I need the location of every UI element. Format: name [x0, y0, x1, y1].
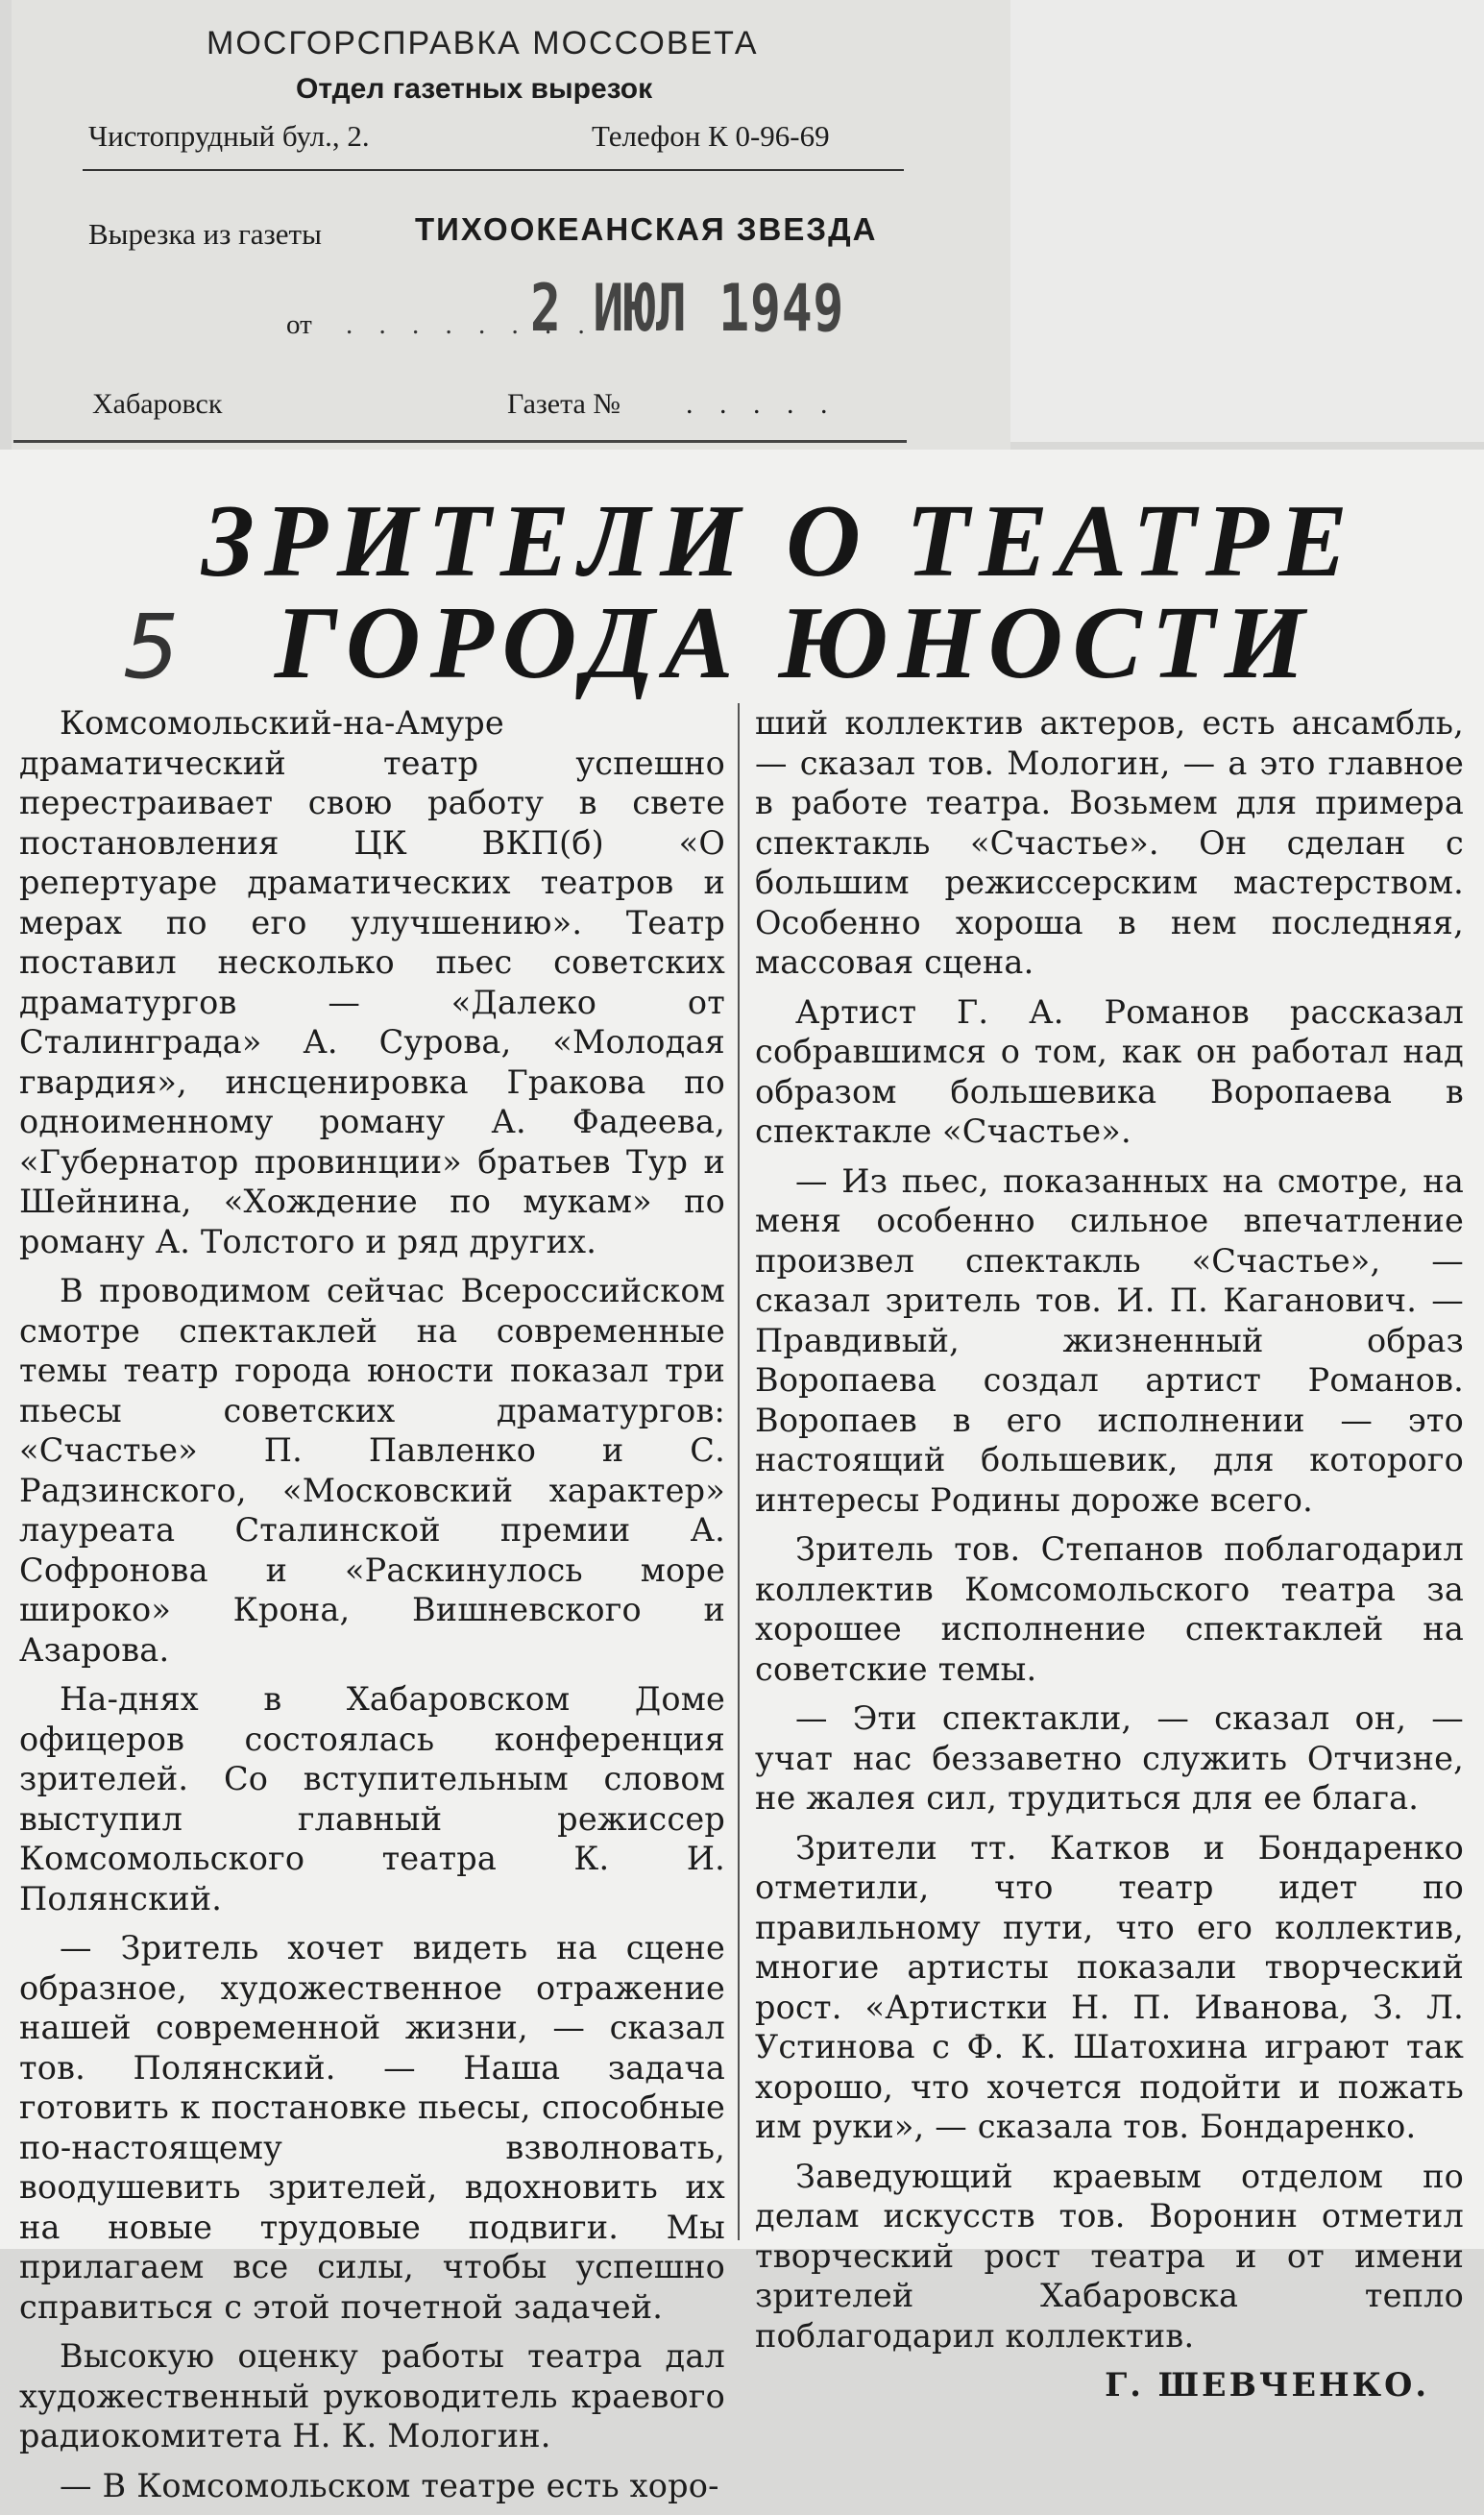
service-name: МОСГОРСПРАВКА МОССОВЕТА	[207, 25, 759, 61]
pencil-mark: 5	[123, 596, 180, 698]
paragraph: Зрители тт. Катков и Бондаренко отметили, что театр идет по правильному пути, что его коллектив, многие артисты показали творческий рост. «Артистки Н. П. Иванова, З. Л. Устинова с Ф. К. Шатохина играют так хорошо, что хочется подойти и пожать им руки», — сказала тов. Бондаренко.	[755, 1828, 1464, 2145]
date-dots: . . . . . . . .	[346, 309, 595, 340]
paragraph: Высокую оценку работы театра дал художественный руководитель краевого радиокомитета Н. К. Мологин.	[19, 2337, 725, 2454]
headline-line-1: ЗРИТЕЛИ О ТЕАТРЕ	[202, 484, 1357, 598]
gazeta-number-dots: . . . . .	[686, 388, 838, 420]
slip-bottom-rule	[13, 440, 907, 443]
paragraph: — Эти спектакли, — сказал он, — учат нас беззаветно служить Отчизне, не жалея сил, трудиться для ее блага.	[755, 1699, 1464, 1817]
service-address: Чистопрудный бул., 2.	[88, 119, 370, 153]
gazeta-number-label: Газета №	[507, 388, 620, 420]
article-column-left	[19, 703, 725, 2515]
paragraph: — Зритель хочет видеть на сцене образное, художественное отражение нашей современной жизни, — сказал тов. Полянский. — Наша задача готовить к постановке пьесы, способные по-настоящему взволновать, воодушевить зрителей, вдохновить их на новые трудовые подвиги. Мы прилагаем все силы, чтобы успешно справиться с этой почетной задачей.	[19, 1929, 725, 2326]
from-label: от	[286, 309, 312, 340]
paragraph: В проводимом сейчас Всероссийском смотре спектаклей на современные темы театр города юности показал три пьесы советских драматургов: «Счастье» П. Павленко и С. Радзинского, «Московский характер» лауреата Сталинской премии А. Софронова и «Раскинулось море широко» Крона, Вишневского и Азарова.	[19, 1272, 725, 1669]
clip-label: Вырезка из газеты	[88, 217, 322, 251]
paragraph: Комсомольский-на-Амуре драматический театр успешно перестраивает свою работу в свете постановления ЦК ВКП(б) «О репертуаре драматических театров и мерах по его улучшению». Театр поставил несколько пьес советских драматургов — «Далеко от Сталинграда» А. Сурова, «Молодая гвардия», инсценировка Гракова по одноименному роману А. Фадеева, «Губернатор провинции» братьев Тур и Шейнина, «Хождение по мукам» по роману А. Толстого и ряд других.	[19, 704, 725, 1260]
article-column-right	[755, 703, 1464, 2415]
column-divider	[738, 703, 740, 2240]
department-name: Отдел газетных вырезок	[296, 73, 653, 105]
paper-background	[1010, 0, 1484, 442]
paragraph: Заведующий краевым отделом по делам искусств тов. Воронин отметил творческий рост театра и от имени зрителей Хабаровска тепло поблагодарил коллектив.	[755, 2157, 1464, 2355]
newspaper-name: ТИХООКЕАНСКАЯ ЗВЕЗДА	[415, 211, 878, 247]
author-signature: Г. ШЕВЧЕНКО.	[1105, 2366, 1429, 2404]
header-divider	[83, 169, 904, 171]
service-phone: Телефон К 0-96-69	[592, 119, 830, 153]
paragraph: Артист Г. А. Романов рассказал собравшимся о том, как он работал над образом большевика Воропаева в спектакле «Счастье».	[755, 992, 1464, 1150]
paragraph: — В Комсомольском театре есть хоро-	[60, 2466, 719, 2504]
paragraph: ший коллектив актеров, есть ансамбль, — сказал тов. Мологин, — а это главное в работе театра. Возьмем для примера спектакль «Счастье». Он сделан с большим режиссерским мастерством. Особенно хороша в нем последняя, массовая сцена.	[755, 704, 1464, 981]
date-stamp: 2 ИЮЛ 1949	[530, 271, 845, 347]
paragraph: На-днях в Хабаровском Доме офицеров состоялась конференция зрителей. Со вступительным словом выступил главный режиссер Комсомольского театра К. И. Полянский.	[19, 1680, 725, 1917]
city-label: Хабаровск	[92, 388, 223, 420]
paragraph: Зритель тов. Степанов поблагодарил коллектив Комсомольского театра за хорошее исполнение спектаклей на советские темы.	[755, 1530, 1464, 1688]
paragraph: — Из пьес, показанных на смотре, на меня особенно сильное впечатление произвел спектакль «Счастье», — сказал зритель тов. И. П. Каганович. — Правдивый, жизненный образ Воропаева создал артист Романов. Воропаев в его исполнении — это настоящий большевик, для которого интересы Родины дороже всего.	[755, 1161, 1464, 1519]
headline-line-2: ГОРОДА ЮНОСТИ	[275, 586, 1315, 700]
